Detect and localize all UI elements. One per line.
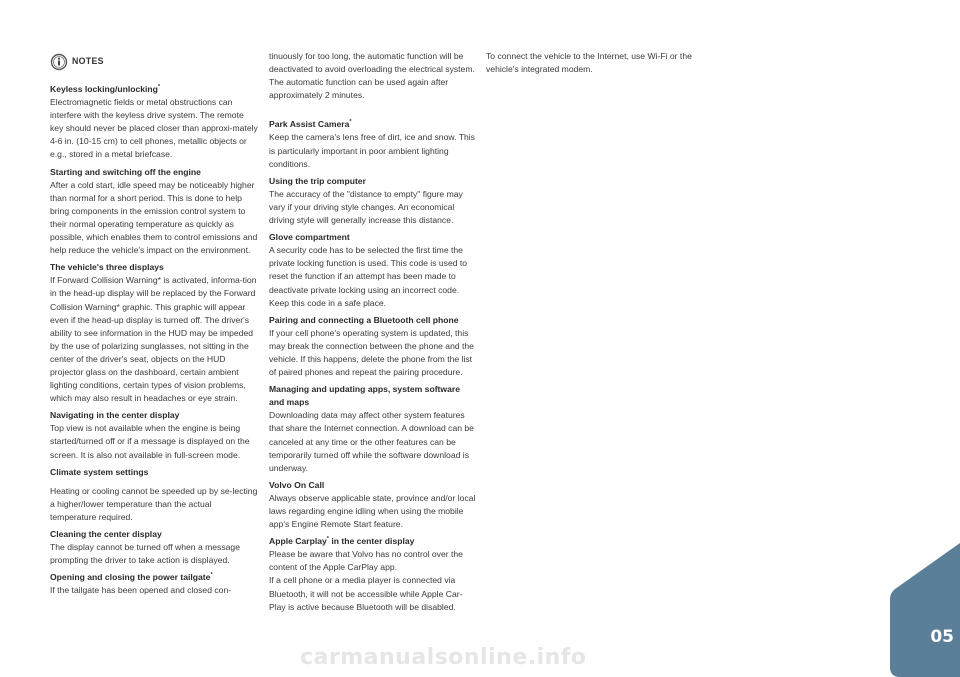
section-heading: Managing and updating apps, system software and maps xyxy=(269,384,461,408)
note-section xyxy=(50,571,258,597)
note-section xyxy=(269,314,477,379)
section-body: Heating or cooling cannot be speeded up by se-lecting a higher/lower temperature than the actual temperature required. xyxy=(50,485,258,522)
section-body: The accuracy of the "distance to empty" figure may vary if your driving style changes. An economical driving style will generally increase this distance. xyxy=(269,188,463,226)
section-body: Always observe applicable state, province and/or local laws regarding engine idling when using the mobile app's Engine Remote Start feature. xyxy=(269,492,476,530)
section-body: tinuously for too long, the automatic function will be deactivated to avoid overloading the electrical system. The automatic function can be used again after approximately 2 minutes. xyxy=(269,51,475,101)
note-section xyxy=(50,261,258,405)
section-heading: Climate system settings xyxy=(50,466,149,477)
section-body: If Forward Collision Warning* is activated, informa-tion in the head-up display will be replaced by the Forward Collision Warning* graphic. This graphic will appear even if the head-up display is turned off. The driver's ability to see information in the HUD may be impeded by the use of polarizing sunglasses, not sitting in the center of the driver's seat, objects on the HUD projector glass on the dashboard, certain ambient lighting conditions, certain types of vision problems, which may also result in headaches or eye strain. xyxy=(50,275,257,404)
section-heading: Park Assist Camera* xyxy=(269,119,352,130)
section-body: Electromagnetic fields or metal obstructions can interfere with the keyless drive system. The remote key should never be placed closer than approxi-mately 4-6 in. (10-15 cm) to cell phones, metallic objects or e.g., stored in a metal briefcase. xyxy=(50,97,258,160)
note-section xyxy=(269,383,477,475)
section-heading: Opening and closing the power tailgate* xyxy=(50,572,213,583)
section-heading: Apple Carplay* in the center display xyxy=(269,536,415,547)
section-heading: Using the trip computer xyxy=(269,175,366,186)
section-heading: Keyless locking/unlocking* xyxy=(50,84,161,94)
section-body: Keep the camera's lens free of dirt, ice and snow. This is particularly important in poor ambient lighting conditions. xyxy=(269,132,475,169)
info-icon xyxy=(50,53,68,71)
note-section xyxy=(486,50,696,76)
asterisk-mark: * xyxy=(326,536,329,543)
note-section xyxy=(50,83,258,162)
section-heading: The vehicle's three displays xyxy=(50,262,164,273)
note-section xyxy=(50,409,258,461)
note-section xyxy=(269,50,477,102)
section-body: If your cell phone's operating system is updated, this may break the connection between the phone and the vehicle. If this happens, delete the phone from the list of paired phones and repeat the pairing procedure. xyxy=(269,327,474,378)
watermark: carmanualsonline.info xyxy=(300,645,587,670)
section-heading: Glove compartment xyxy=(269,232,350,243)
right-column xyxy=(486,50,696,80)
note-section xyxy=(50,528,258,567)
note-section xyxy=(269,231,477,310)
section-heading: Navigating in the center display xyxy=(50,410,180,421)
note-section xyxy=(269,535,477,614)
note-section xyxy=(269,175,477,227)
section-body: Top view is not available when the engine is being started/turned off or if a message is displayed on the screen. It is also not available in full-screen mode. xyxy=(50,423,250,460)
section-heading: Cleaning the center display xyxy=(50,529,162,539)
notes-header xyxy=(50,53,258,71)
left-column xyxy=(50,50,258,601)
section-heading: Volvo On Call xyxy=(269,479,325,490)
asterisk-mark: * xyxy=(157,84,161,91)
section-body: Downloading data may affect other system features that share the Internet connection. A download can be canceled at any time or the other features can be temporarily turned off while the software download is underway. xyxy=(269,410,474,473)
section-body: After a cold start, idle speed may be noticeably higher than normal for a short period. This is done to help bring components in the emission control system to their normal operating temperature as quickly as possible, which enables them to control emissions and help reduce the vehicle's impact on the environment. xyxy=(50,179,258,256)
note-section xyxy=(269,479,477,531)
chapter-tab xyxy=(890,543,960,677)
chapter-tab-shape xyxy=(890,543,960,677)
section-heading: Pairing and connecting a Bluetooth cell phone xyxy=(269,314,459,325)
asterisk-mark: * xyxy=(349,119,352,126)
section-body: If the tailgate has been opened and closed con- xyxy=(50,585,232,596)
note-section xyxy=(269,118,477,170)
asterisk-mark: * xyxy=(210,572,213,579)
note-section xyxy=(50,166,258,258)
note-section xyxy=(50,466,258,524)
chapter-number: 05 xyxy=(930,627,954,647)
section-heading: Starting and switching off the engine xyxy=(50,166,201,177)
section-body: To connect the vehicle to the Internet, use Wi-Fi or the vehicle's integrated modem. xyxy=(486,51,692,75)
section-body: The display cannot be turned off when a message prompting the driver to take action is displayed. xyxy=(50,542,240,566)
section-body: A security code has to be selected the first time the private locking function is used. This code is used to reset the function if an attempt has been made to deactivate private locking using an incorrect code. Keep this code in a safe place. xyxy=(269,245,468,308)
middle-column xyxy=(269,50,477,618)
section-body: Please be aware that Volvo has no control over the content of the Apple CarPlay app. xyxy=(269,549,463,573)
section-body: If a cell phone or a media player is connected via Bluetooth, it will not be accessible while Apple Car-Play is active because Bluetooth will be disabled. xyxy=(269,575,463,612)
notes-label: NOTES xyxy=(72,56,104,67)
